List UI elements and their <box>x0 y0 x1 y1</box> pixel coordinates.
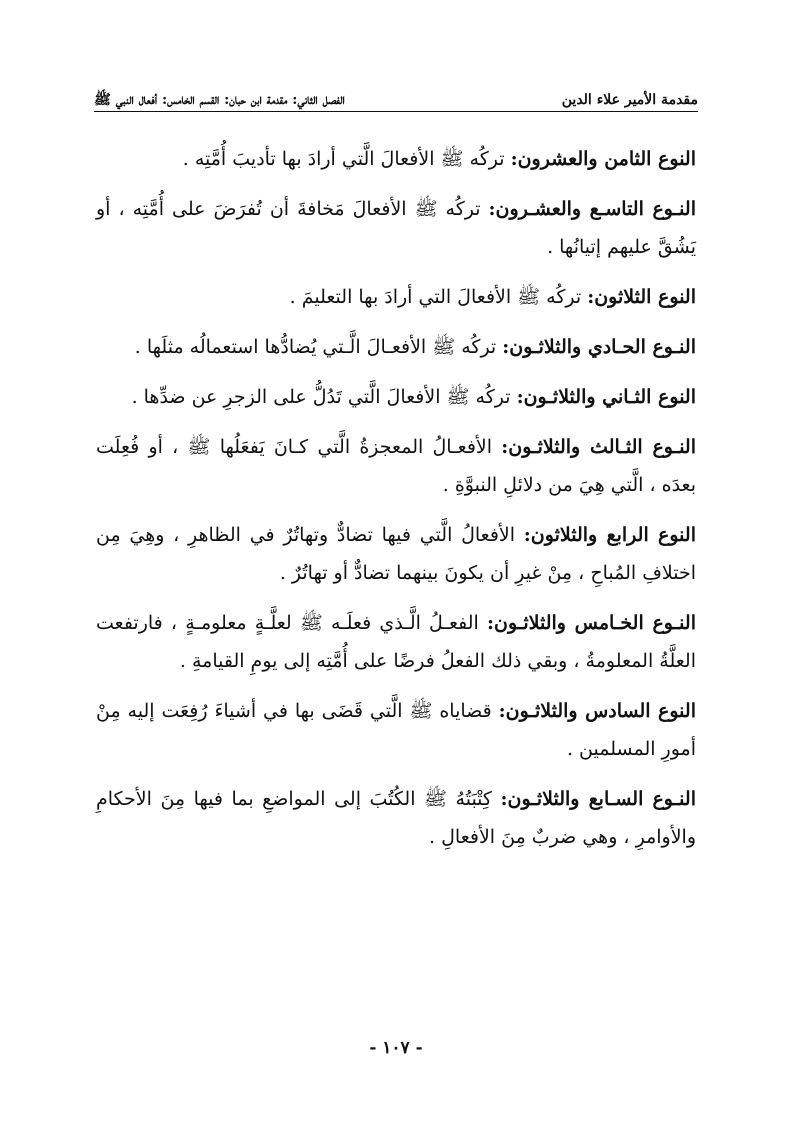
type-text: تركُه ﷺ الأفعالَ الَّتي أرادَ بها تأديبَ أُمَّتِه . <box>182 148 511 170</box>
paragraph-type-34 <box>96 516 696 592</box>
page-number: - ١٠٧ - <box>369 1038 423 1058</box>
type-text: تركُه ﷺ الأفعالَ الَّتي تَدُلُّ على الزجرِ عن ضدِّها . <box>131 386 517 408</box>
type-text: الأفعالُ الَّتي فيها تضادٌّ وتهاتُرٌ في الظاهرِ ، وهِيَ مِن اختلافِ المُباحِ ، مِنْ غيرِ أن يكونَ بينهما تضادٌّ أو تهاتُرٌ . <box>96 524 696 584</box>
type-heading: النـوع السـابع والثلاثـون: <box>500 788 696 810</box>
chapter-title: الفصل الثاني: مقدمة ابن حبان: القسم الخامس: أفعال النبي ﷺ <box>94 92 345 108</box>
paragraph-type-28 <box>96 140 696 178</box>
paragraph-type-36 <box>96 692 696 768</box>
type-heading: النـوع الخـامس والثلاثـون: <box>486 612 696 634</box>
paragraph-type-37 <box>96 780 696 856</box>
type-heading: النـوع الثـالث والثلاثـون: <box>501 436 696 458</box>
paragraph-type-32 <box>96 378 696 416</box>
type-heading: النوع الثامن والعشرون: <box>510 148 696 170</box>
type-heading: النوع السادس والثلاثـون: <box>498 700 696 722</box>
type-heading: النـوع التاسـع والعشـرون: <box>488 198 696 220</box>
type-text: تركُه ﷺ الأفعالَ التي أرادَ بها التعليمَ . <box>289 286 588 308</box>
paragraph-type-29 <box>96 190 696 266</box>
paragraph-type-30 <box>96 278 696 316</box>
type-heading: النوع الرابع والثلاثون: <box>523 524 696 546</box>
type-text: كِتْبَتُهُ ﷺ الكُتُبَ إلى المواضعِ بما فيها مِنَ الأحكامِ والأوامرِ ، وهي ضربٌ مِنَ الأفعالِ . <box>96 788 696 848</box>
type-heading: النوع الثلاثون: <box>587 286 696 308</box>
paragraph-type-33 <box>96 428 696 504</box>
paragraph-type-31 <box>96 328 696 366</box>
book-title: مقدمة الأمير علاء الدين <box>561 92 698 108</box>
type-heading: النوع الثـاني والثلاثـون: <box>516 386 696 408</box>
running-header <box>94 82 698 112</box>
page-body <box>96 140 696 868</box>
type-text: الأفعـالُ المعجزةُ الَّتي كـانَ يَفعَلُها ﷺ ، أو فُعِلَت بعدَه ، الَّتي هِيَ من دلائلِ النبوَّةِ . <box>96 436 696 496</box>
type-heading: النـوع الحـادي والثلاثـون: <box>502 336 696 358</box>
type-text: تركُه ﷺ الأفعـالَ الَّـتي يُضادُّها استعمالُه مثلَها . <box>134 336 503 358</box>
type-text: الفعـلُ الَّـذي فعلَـه ﷺ لعلَّـةٍ معلومـةٍ ، فارتفعت العلَّةُ المعلومةُ ، وبقي ذلك الفعلُ فرضًا على أُمَّتِه إلى يومِ القيامةِ . <box>96 612 696 672</box>
type-text: تركُه ﷺ الأفعالَ مَخافةَ أن تُفرَضَ على أُمَّتِه ، أو يَشُقَّ عليهم إتيانُها . <box>96 198 696 258</box>
paragraph-type-35 <box>96 604 696 680</box>
type-text: قضاياه ﷺ الَّتي قَضَى بها في أشياءَ رُفِعَت إليه مِنْ أمورِ المسلمين . <box>96 700 696 760</box>
